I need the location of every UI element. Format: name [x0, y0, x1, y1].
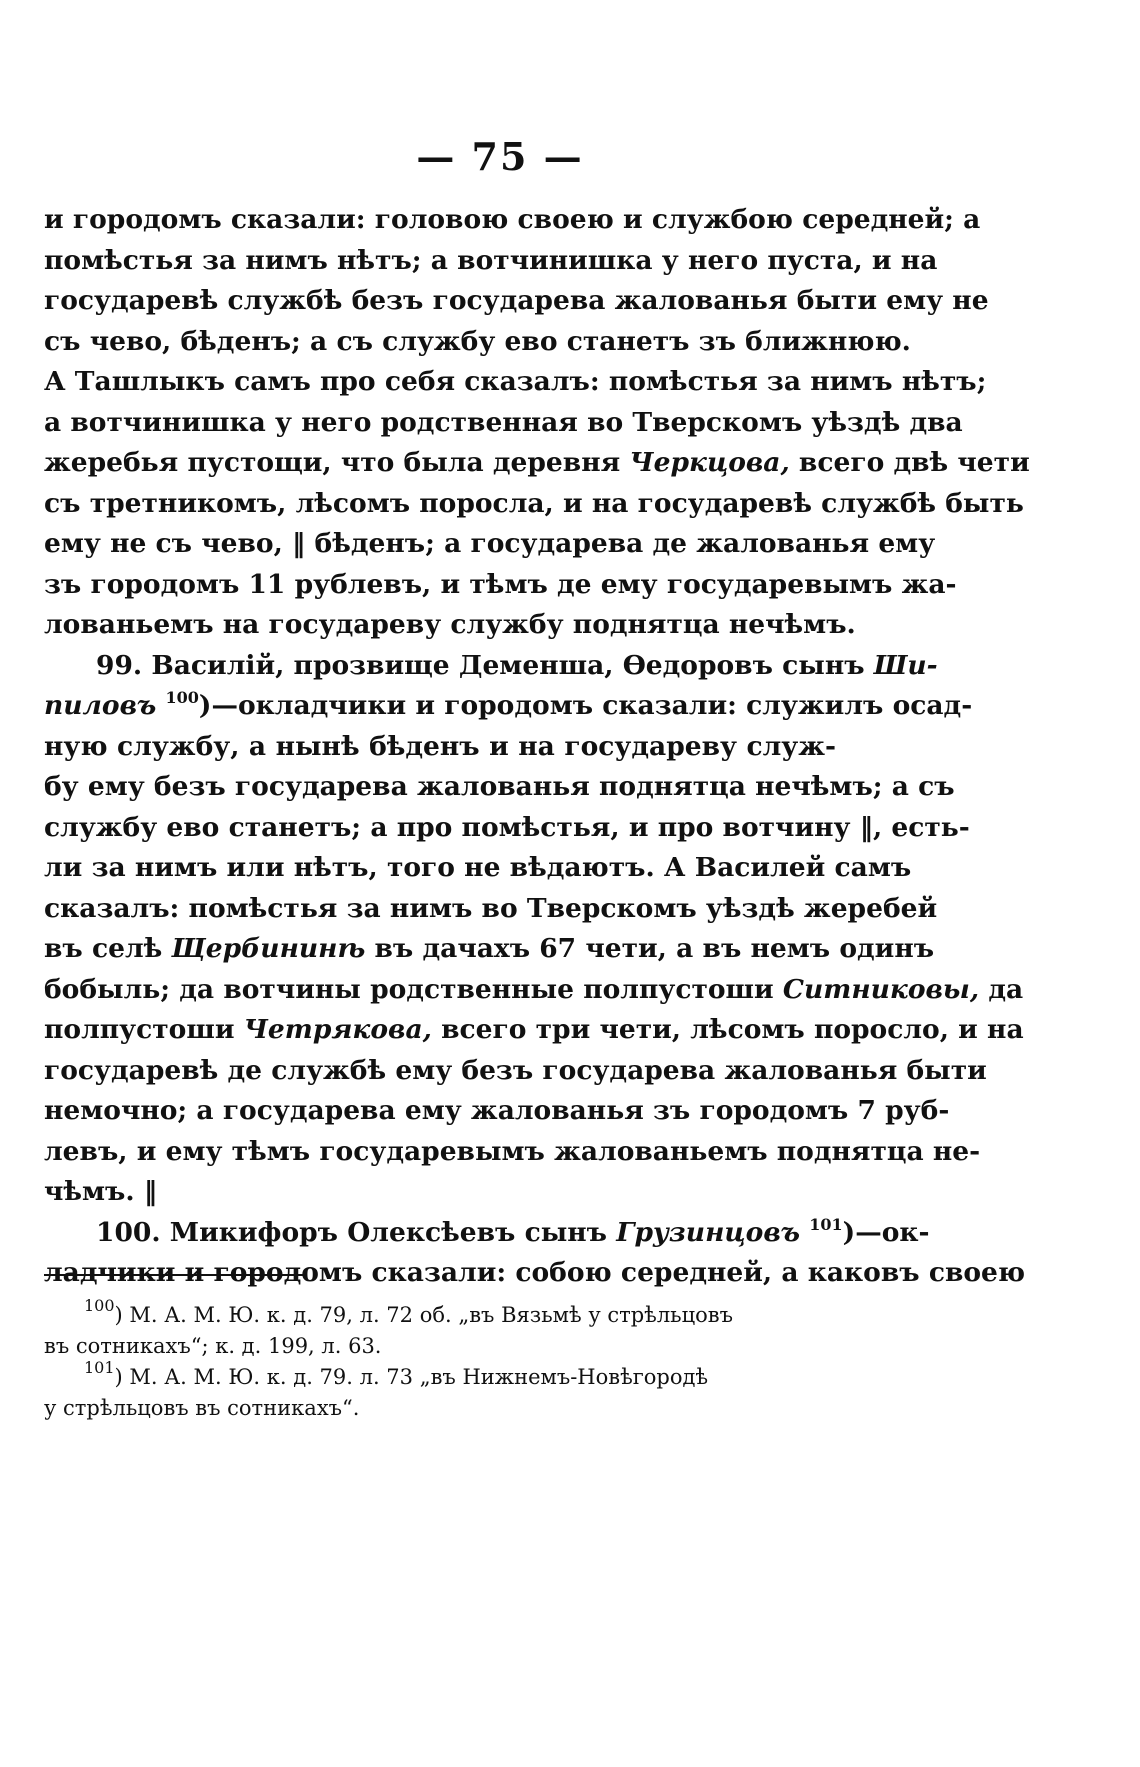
text-line: ную службу, а нынѣ бѣденъ и на государеву служ-	[44, 730, 836, 762]
text-line: ладчики и городомъ сказали: собою середней, а каковъ своею	[44, 1257, 1026, 1288]
text-line: чѣмъ. ‖	[44, 1176, 158, 1207]
text-line: съ чево, бѣденъ; а съ службу ево станетъ зъ ближнюю.	[44, 325, 911, 357]
text-line: жеребья пустощи, что была деревня Черкцова, всего двѣ чети	[44, 447, 1030, 478]
text-line: ему не съ чево, ‖ бѣденъ; а государева де жалованья ему	[44, 528, 936, 559]
text-line: службу ево станетъ; а про помѣстья, и про вотчину ‖, есть-	[44, 811, 970, 843]
page-number: — 75 —	[416, 134, 584, 179]
text-line: государевѣ де службѣ ему безъ государева жалованья быти	[44, 1054, 987, 1086]
text-line: съ третникомъ, лѣсомъ поросла, и на государевѣ службѣ быть	[44, 487, 1024, 519]
text-line: а вотчинишка у него родственная во Тверскомъ уѣздѣ два	[44, 406, 963, 438]
footnote-100-cont: въ сотникахъ“; к. д. 199, л. 63.	[44, 1334, 382, 1358]
main-text	[44, 200, 1030, 1294]
text-line: государевѣ службѣ безъ государева жалованья быти ему не	[44, 285, 989, 316]
footnote-number: 101	[84, 1358, 115, 1377]
place-name: Черкцова,	[629, 447, 790, 478]
text-line: полпустоши Четрякова, всего три чети, лѣсомъ поросло, и на	[44, 1014, 1024, 1045]
text-line: немочно; а государева ему жалованья зъ городомъ 7 руб-	[44, 1095, 950, 1126]
place-name: Ситниковы,	[782, 973, 980, 1005]
text-line: и городомъ сказали: головою своею и службою середней; а	[44, 204, 981, 235]
text-line: пиловъ $^{100}$)—окладчики и городомъ сказали: служилъ осад-	[44, 688, 973, 721]
text-line: бу ему безъ государева жалованья поднятца нечѣмъ; а съ	[44, 771, 955, 802]
surname: Грузинцовъ	[616, 1216, 801, 1248]
place-name: Щербининѣ	[171, 933, 366, 964]
footnote-ref: 100	[165, 688, 199, 707]
text-line: въ селѣ Щербининѣ въ дачахъ 67 чети, а въ немъ одинъ	[44, 933, 935, 964]
footnote-100: $^{100}$) М. А. М. Ю. к. д. 79, л. 72 об. „въ Вязьмѣ у стрѣльцовъ	[84, 1296, 733, 1327]
footnote-ref: 101	[809, 1214, 843, 1234]
text-line: А Ташлыкъ самъ про себя сказалъ: помѣстья за нимъ нѣтъ;	[44, 366, 987, 397]
footnote-101: $^{101}$) М. А. М. Ю. к. д. 79. л. 73 „въ Нижнемъ-Новѣгородѣ	[84, 1358, 709, 1389]
entry-99-heading: 99. Василiй, прозвище Деменша, Өедоровъ сынъ Ши-	[96, 649, 938, 681]
text-line: ли за нимъ или нѣтъ, того не вѣдаютъ. А Василей самъ	[44, 852, 912, 883]
text-line: сказалъ: помѣстья за нимъ во Тверскомъ уѣздѣ жеребей	[44, 892, 938, 924]
footnotes	[44, 1296, 836, 1424]
text-line: бобыль; да вотчины родственные полпустоши Ситниковы, да	[44, 973, 1024, 1005]
text-line: помѣстья за нимъ нѣтъ; а вотчинишка у него пуста, и на	[44, 244, 938, 276]
text-line: левъ, и ему тѣмъ государевымъ жалованьемъ поднятца не-	[44, 1135, 981, 1167]
footnote-number: 100	[84, 1296, 115, 1315]
surname: пиловъ	[44, 690, 157, 721]
footnote-divider	[44, 1274, 306, 1276]
text-line: зъ городомъ 11 рублевъ, и тѣмъ де ему государевымъ жа-	[44, 568, 957, 600]
place-name: Четрякова,	[243, 1014, 432, 1045]
entry-100-heading: 100. Микифоръ Олексѣевъ сынъ Грузинцовъ $^{101}$)—ок-	[96, 1214, 930, 1248]
surname: Ши-	[873, 649, 938, 681]
text-line: лованьемъ на государеву службу поднятца нечѣмъ.	[44, 609, 856, 640]
footnote-101-cont: у стрѣльцовъ въ сотникахъ“.	[44, 1396, 360, 1420]
